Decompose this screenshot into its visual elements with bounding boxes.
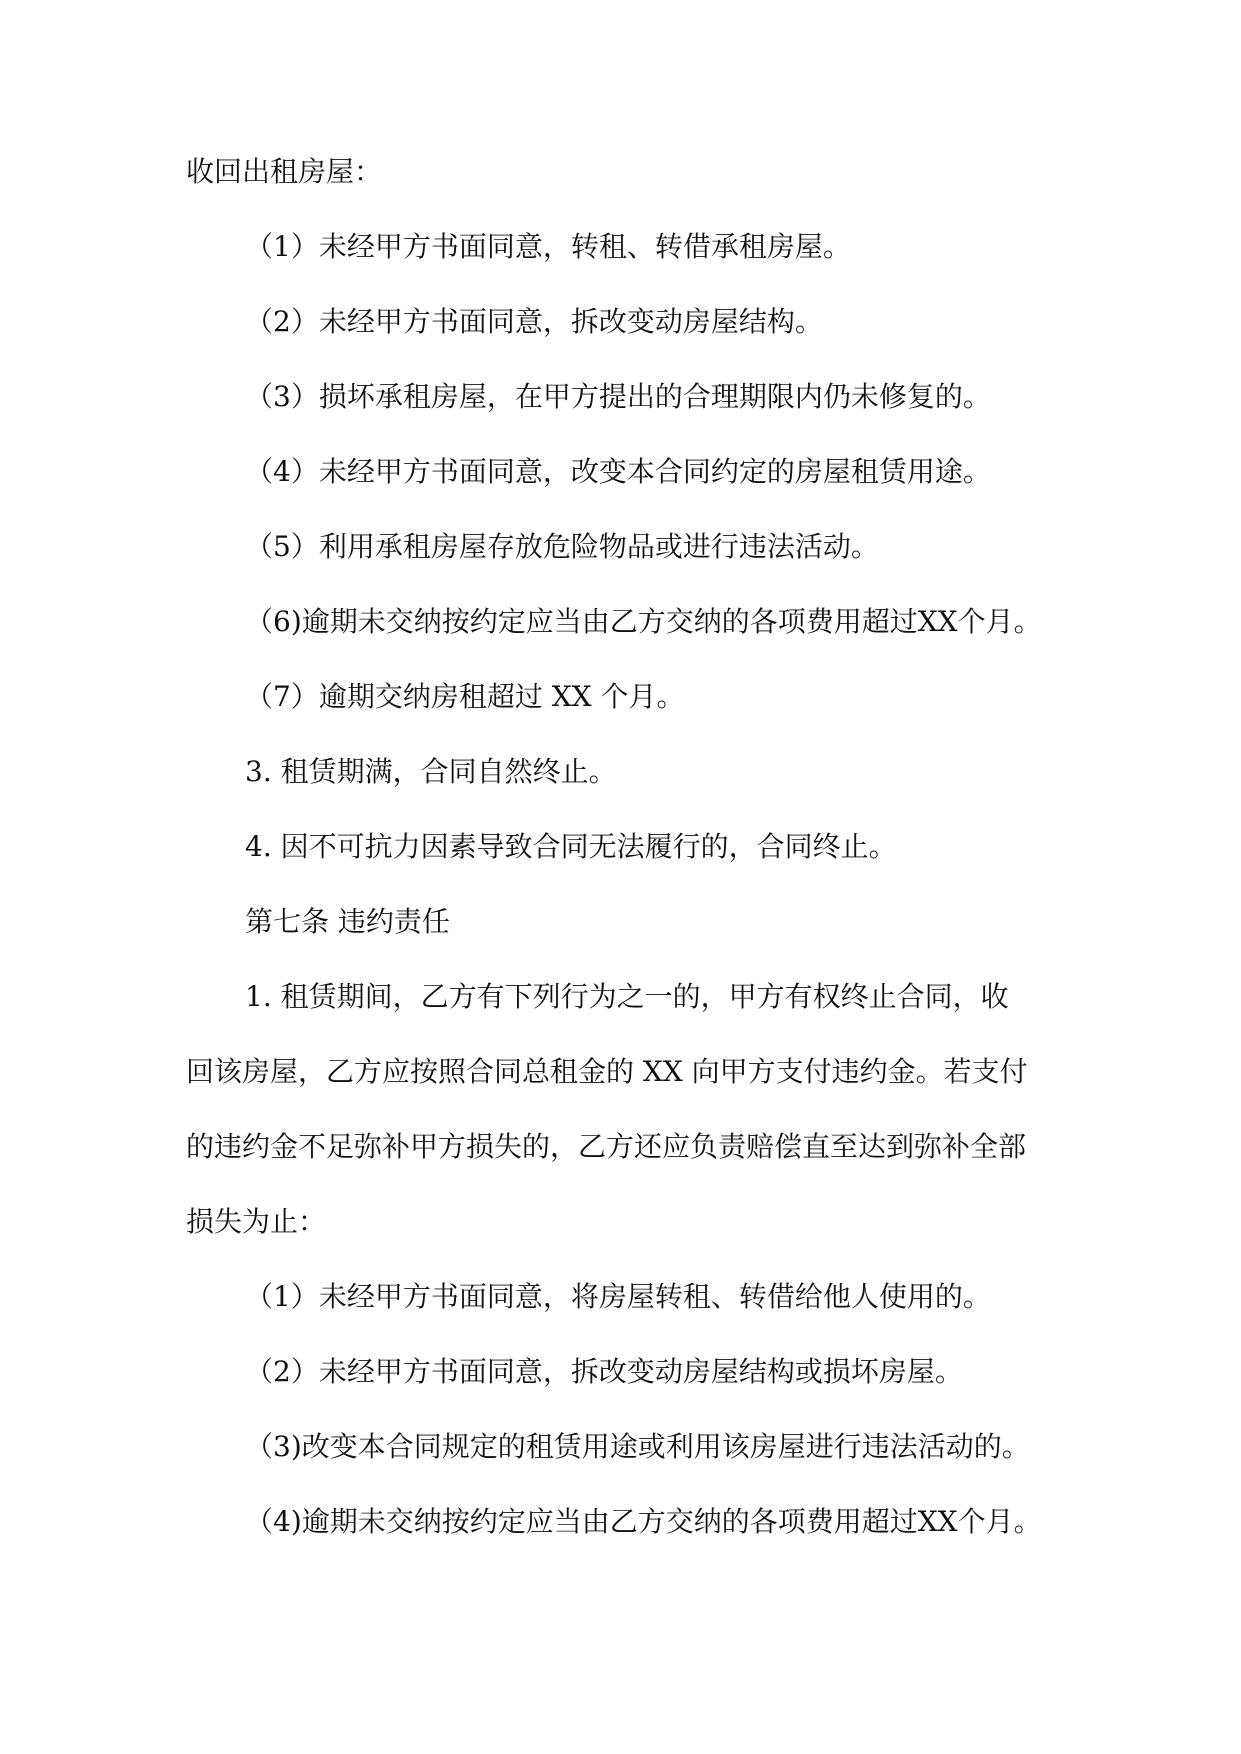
breach-item-1: （1）未经甲方书面同意，将房屋转租、转借给他人使用的。 [245, 1280, 991, 1313]
numbered-clause-4: 4. 因不可抗力因素导致合同无法履行的，合同终止。 [245, 830, 897, 863]
numbered-clause-1-line-2: 回该房屋，乙方应按照合同总租金的 XX 向甲方支付违约金。若支付 [186, 1055, 1028, 1088]
numbered-clause-1-line-4: 损失为止： [186, 1205, 327, 1238]
clause-item-4: （4）未经甲方书面同意，改变本合同约定的房屋租赁用途。 [245, 455, 991, 488]
clause-item-5: （5）利用承租房屋存放危险物品或进行违法活动。 [245, 530, 879, 563]
numbered-clause-1-line-1: 1. 租赁期间，乙方有下列行为之一的，甲方有权终止合同，收 [245, 980, 1009, 1013]
clause-item-3: （3）损坏承租房屋，在甲方提出的合理期限内仍未修复的。 [245, 380, 991, 413]
breach-item-4: （4)逾期未交纳按约定应当由乙方交纳的各项费用超过XX个月。 [245, 1505, 1042, 1538]
paragraph-continuation-line: 收回出租房屋： [186, 155, 383, 188]
article-heading: 第七条 违约责任 [245, 905, 450, 938]
clause-item-2: （2）未经甲方书面同意，拆改变动房屋结构。 [245, 305, 823, 338]
numbered-clause-1-line-3: 的违约金不足弥补甲方损失的，乙方还应负责赔偿直至达到弥补全部 [186, 1130, 1027, 1163]
numbered-clause-3: 3. 租赁期满，合同自然终止。 [245, 755, 617, 788]
clause-item-6: （6)逾期未交纳按约定应当由乙方交纳的各项费用超过XX个月。 [245, 605, 1042, 638]
clause-item-1: （1）未经甲方书面同意，转租、转借承租房屋。 [245, 230, 851, 263]
breach-item-3: （3)改变本合同规定的租赁用途或利用该房屋进行违法活动的。 [245, 1430, 1030, 1463]
clause-item-7: （7）逾期交纳房租超过 XX 个月。 [245, 680, 685, 713]
breach-item-2: （2）未经甲方书面同意，拆改变动房屋结构或损坏房屋。 [245, 1355, 963, 1388]
